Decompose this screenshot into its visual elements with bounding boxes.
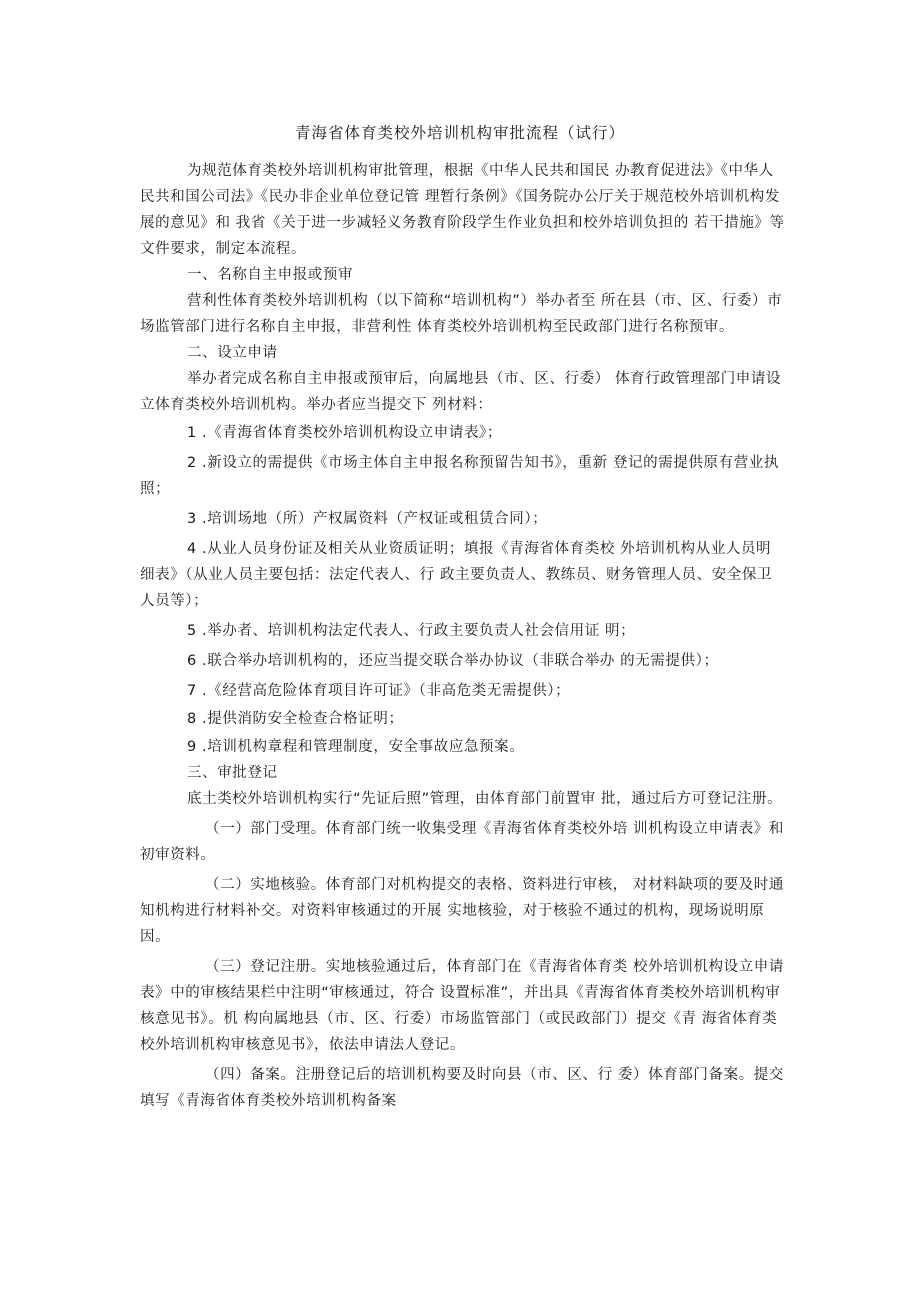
list-item-2: 2 .新设立的需提供《市场主体自主申报名称预留告知书》，重新 登记的需提供原有营业执照； xyxy=(140,455,779,497)
list-item-5: 5 .举办者、培训机构法定代表人、行政主要负责人社会信用证 明； xyxy=(187,623,636,639)
list-item-1: 1 .《青海省体育类校外培训机构设立申请表》； xyxy=(187,425,502,441)
section-1-paragraph: 营利性体育类校外培训机构（以下简称“培训机构”）举办者至 所在县（市、区、行委）市场监管部门进行名称自主申报，非营利性 体育类校外培训机构至民政部门进行名称预审。 xyxy=(140,293,783,335)
intro-paragraph: 为规范体育类校外培训机构审批管理，根据《中华人民共和国民 办教育促进法》《中华人民共和国公司法》《民办非企业单位登记管 理暂行条例》《国务院办公厅关于规范校外培训机构发展的意见》和 我省《关于进一步减轻义务教育阶段学生作业负担和校外培训负担的 若干措施》等文件要求，制定本流程。 xyxy=(140,163,785,257)
section-3-paragraph: 底土类校外培训机构实行“先证后照”管理，由体育部门前置审 批，通过后方可登记注册。 xyxy=(187,791,783,807)
subsection-3: （三）登记注册。实地核验通过后，体育部门在《青海省体育类 校外培训机构设立申请表》中的审核结果栏中注明“审核通过，符合 设置标准”，并出具《青海省体育类校外培训机构审核意见书》。机 构向属地县（市、区、行委）市场监管部门（或民政部门）提交《青 海省体育类校外培训机构审核意见书》，依法申请法人登记。 xyxy=(140,959,785,1053)
document-body xyxy=(140,158,785,1114)
subsection-4: （四）备案。注册登记后的培训机构要及时向县（市、区、行 委）体育部门备案。提交填写《青海省体育类校外培训机构备案 xyxy=(140,1067,785,1109)
list-item-4: 4 .从业人员身份证及相关从业资质证明；填报《青海省体育类校 外培训机构从业人员明细表》（从业人员主要包括：法定代表人、行 政主要负责人、教练员、财务管理人员、安全保卫人员等）； xyxy=(140,541,773,609)
list-item-3: 3 .培训场地（所）产权属资料（产权证或租赁合同）； xyxy=(187,511,548,527)
section-3-heading: 三、审批登记 xyxy=(187,765,278,781)
section-2-heading: 二、设立申请 xyxy=(187,345,278,361)
section-2-paragraph: 举办者完成名称自主申报或预审后，向属地县（市、区、行委） 体育行政管理部门申请设立体育类校外培训机构。举办者应当提交下 列材料： xyxy=(140,371,782,413)
list-item-7: 7 .《经营高危险体育项目许可证》（非高危类无需提供）； xyxy=(187,683,571,699)
list-item-8: 8 .提供消防安全检查合格证明； xyxy=(187,711,404,727)
list-item-6: 6 .联合举办培训机构的，还应当提交联合举办协议（非联合举办 的无需提供）； xyxy=(187,653,719,669)
document-title: 青海省体育类校外培训机构审批流程（试行） xyxy=(294,124,625,142)
subsection-2: （二）实地核验。体育部门对机构提交的表格、资料进行审核， 对材料缺项的要及时通知机构进行材料补交。对资料审核通过的开展 实地核验，对于核验不通过的机构，现场说明原因。 xyxy=(140,877,785,945)
section-1-heading: 一、名称自主申报或预审 xyxy=(187,267,354,283)
list-item-9: 9 .培训机构章程和管理制度，安全事故应急预案。 xyxy=(187,739,525,755)
subsection-1: （一）部门受理。体育部门统一收集受理《青海省体育类校外培 训机构设立申请表》和初审资料。 xyxy=(140,821,785,863)
